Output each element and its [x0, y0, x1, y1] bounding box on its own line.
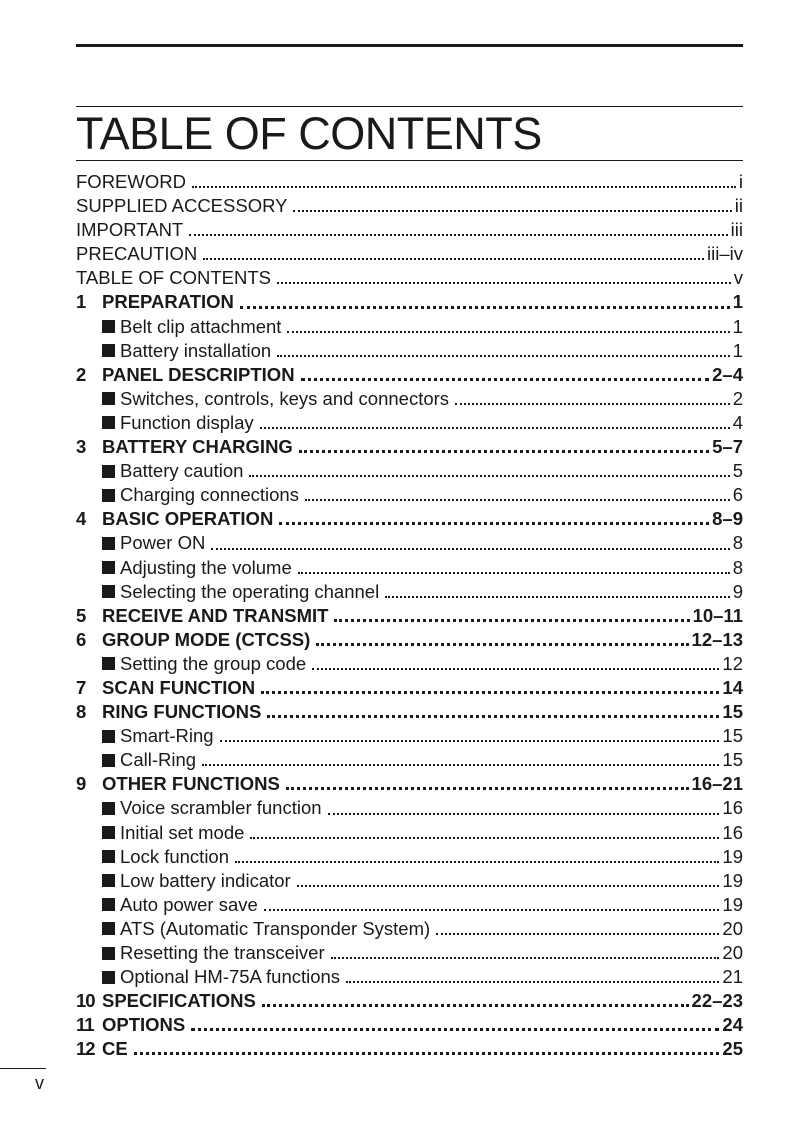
chapter-number: 11 [76, 1014, 94, 1036]
footer-rule [0, 1068, 46, 1069]
toc-chapter-entry[interactable] [76, 290, 743, 314]
toc-entry-label: SCAN FUNCTION [102, 676, 256, 698]
toc-section-entry[interactable] [76, 531, 743, 555]
toc-entry-page: 8 [732, 556, 743, 578]
toc-entry-page: 8–9 [712, 508, 743, 530]
toc-entry-page: 9 [732, 580, 743, 602]
toc-chapter-entry[interactable] [76, 676, 743, 700]
square-bullet-icon [102, 754, 115, 767]
square-bullet-icon [102, 826, 115, 839]
toc-entry-page: 16 [722, 797, 743, 819]
dot-leader [211, 548, 729, 550]
toc-entry-label: Low battery indicator [120, 869, 291, 891]
toc-entry-page: 5 [732, 460, 743, 482]
toc-section-entry[interactable] [76, 869, 743, 893]
toc-entry-label: Resetting the transceiver [120, 942, 325, 963]
toc-chapter-entry[interactable] [76, 1013, 743, 1037]
toc-chapter-entry[interactable] [76, 363, 743, 387]
toc-entry-label: Selecting the operating channel [120, 580, 380, 602]
square-bullet-icon [102, 561, 115, 574]
square-bullet-icon [102, 898, 115, 911]
toc-entry-page: 1 [732, 291, 743, 313]
toc-entry-page: 10–11 [692, 604, 743, 626]
toc-entry-page: 5–7 [712, 436, 743, 458]
dot-leader [385, 596, 730, 598]
chapter-number: 3 [76, 436, 87, 458]
toc-entry-label: BATTERY CHARGING [102, 436, 293, 458]
toc-entry-label: CE [102, 1038, 128, 1060]
toc-front-entry[interactable] [76, 170, 743, 194]
toc-chapter-entry[interactable] [76, 604, 743, 628]
dot-leader [261, 691, 719, 694]
toc-entry-page: ii [734, 195, 743, 217]
toc-entry-label: Power ON [120, 532, 206, 554]
chapter-number: 8 [76, 701, 87, 723]
dot-leader [331, 957, 720, 959]
toc-chapter-entry[interactable] [76, 772, 743, 796]
page-number: v [35, 1073, 44, 1093]
dot-leader [287, 331, 729, 333]
dot-leader [301, 378, 710, 381]
square-bullet-icon [102, 537, 115, 550]
toc-section-entry[interactable] [76, 652, 743, 676]
toc-entry-page: 4 [732, 411, 743, 433]
toc-entry-label: BASIC OPERATION [102, 508, 274, 530]
toc-entry-label: Lock function [120, 845, 230, 867]
chapter-number: 5 [76, 604, 87, 626]
toc-front-entry[interactable] [76, 218, 743, 242]
toc-entry-label: Optional HM-75A functions [120, 966, 341, 988]
toc-front-entry[interactable] [76, 242, 743, 266]
table-of-contents [76, 170, 743, 1061]
dot-leader [267, 715, 719, 718]
toc-entry-label: Auto power save [120, 893, 258, 915]
toc-chapter-entry[interactable] [76, 700, 743, 724]
dot-leader [134, 1052, 720, 1055]
square-bullet-icon [102, 730, 115, 743]
dot-leader [297, 885, 720, 887]
square-bullet-icon [102, 657, 115, 670]
chapter-number: 9 [76, 773, 87, 795]
toc-chapter-entry[interactable] [76, 1037, 743, 1061]
toc-chapter-entry[interactable] [76, 435, 743, 459]
dot-leader [240, 306, 730, 309]
square-bullet-icon [102, 585, 115, 598]
toc-entry-page: 12 [722, 652, 743, 674]
dot-leader [262, 1004, 689, 1007]
toc-entry-label: Charging connections [120, 484, 299, 506]
dot-leader [334, 619, 689, 622]
toc-entry-label: ATS (Automatic Transponder System) [120, 917, 431, 939]
toc-entry-page: 15 [722, 725, 743, 747]
toc-entry-page: 19 [722, 845, 743, 867]
toc-entry-page: 25 [722, 1038, 743, 1060]
dot-leader [202, 764, 719, 766]
toc-chapter-entry[interactable] [76, 507, 743, 531]
toc-entry-page: 22–23 [691, 990, 743, 1012]
dot-leader [250, 837, 719, 839]
square-bullet-icon [102, 850, 115, 863]
square-bullet-icon [102, 392, 115, 405]
toc-section-entry[interactable] [76, 387, 743, 411]
toc-entry-label: SPECIFICATIONS [102, 990, 256, 1012]
toc-front-entry[interactable] [76, 194, 743, 218]
toc-entry-page: 6 [732, 484, 743, 506]
toc-section-entry[interactable] [76, 459, 743, 483]
toc-entry-page: v [733, 267, 743, 289]
dot-leader [305, 499, 730, 501]
toc-entry-label: Adjusting the volume [120, 556, 292, 578]
dot-leader [220, 740, 720, 742]
square-bullet-icon [102, 344, 115, 357]
toc-entry-label: OTHER FUNCTIONS [102, 773, 280, 795]
title-underline [76, 160, 743, 161]
toc-entry-page: 24 [722, 1014, 743, 1036]
toc-entry-page: 19 [722, 893, 743, 915]
toc-entry-label: Smart-Ring [120, 725, 214, 747]
toc-entry-page: 21 [722, 966, 743, 988]
dot-leader [264, 909, 720, 911]
toc-section-entry[interactable] [76, 411, 743, 435]
toc-entry-label: Battery caution [120, 460, 244, 482]
toc-entry-page: 2–4 [712, 363, 743, 385]
dot-leader [277, 355, 730, 357]
toc-entry-label: FOREWORD [76, 171, 186, 192]
toc-entry-label: RECEIVE AND TRANSMIT [102, 604, 329, 626]
dot-leader [299, 450, 709, 453]
toc-entry-label: Voice scrambler function [120, 797, 322, 819]
toc-section-entry[interactable] [76, 724, 743, 748]
toc-entry-label: Battery installation [120, 339, 272, 361]
toc-entry-label: GROUP MODE (CTCSS) [102, 628, 311, 650]
square-bullet-icon [102, 465, 115, 478]
toc-section-entry[interactable] [76, 917, 743, 941]
dot-leader [286, 787, 689, 790]
dot-leader [328, 813, 720, 815]
toc-front-entry[interactable] [76, 266, 743, 290]
toc-section-entry[interactable] [76, 965, 743, 989]
toc-entry-page: iii [730, 219, 743, 241]
dot-leader [235, 861, 719, 863]
chapter-number: 6 [76, 628, 87, 650]
page-title: TABLE OF CONTENTS [76, 108, 542, 159]
toc-section-entry[interactable] [76, 941, 743, 965]
dot-leader [279, 522, 709, 525]
toc-entry-page: 20 [722, 917, 743, 939]
dot-leader [192, 186, 736, 188]
toc-chapter-entry[interactable] [76, 989, 743, 1013]
toc-entry-label: Belt clip attachment [120, 315, 282, 337]
square-bullet-icon [102, 802, 115, 815]
square-bullet-icon [102, 489, 115, 502]
toc-section-entry[interactable] [76, 796, 743, 820]
dot-leader [312, 668, 719, 670]
dot-leader [455, 403, 730, 405]
toc-section-entry[interactable] [76, 821, 743, 845]
toc-entry-label: Setting the group code [120, 652, 307, 674]
toc-section-entry[interactable] [76, 315, 743, 339]
toc-entry-page: 1 [732, 339, 743, 361]
toc-entry-label: Call-Ring [120, 749, 197, 771]
title-rule [76, 106, 743, 107]
chapter-number: 4 [76, 508, 87, 530]
chapter-number: 7 [76, 676, 87, 698]
chapter-number: 12 [76, 1038, 95, 1060]
toc-entry-page: 12–13 [691, 628, 743, 650]
dot-leader [346, 981, 719, 983]
square-bullet-icon [102, 416, 115, 429]
square-bullet-icon [102, 971, 115, 984]
dot-leader [191, 1028, 719, 1031]
toc-entry-page: 19 [722, 869, 743, 891]
toc-section-entry[interactable] [76, 556, 743, 580]
chapter-number: 10 [76, 990, 95, 1012]
toc-entry-label: RING FUNCTIONS [102, 701, 262, 723]
square-bullet-icon [102, 320, 115, 333]
toc-entry-page: 20 [722, 942, 743, 963]
toc-entry-label: PRECAUTION [76, 243, 198, 265]
dot-leader [249, 475, 729, 477]
chapter-number: 2 [76, 363, 87, 385]
top-rule [76, 44, 743, 47]
toc-entry-label: IMPORTANT [76, 219, 184, 241]
dot-leader [277, 282, 731, 284]
dot-leader [436, 933, 719, 935]
toc-chapter-entry[interactable] [76, 628, 743, 652]
toc-entry-page: 8 [732, 532, 743, 554]
toc-entry-label: OPTIONS [102, 1014, 186, 1036]
dot-leader [189, 234, 727, 236]
square-bullet-icon [102, 947, 115, 960]
toc-entry-label: Switches, controls, keys and connectors [120, 387, 450, 409]
dot-leader [316, 643, 688, 646]
toc-section-entry[interactable] [76, 339, 743, 363]
toc-entry-label: SUPPLIED ACCESSORY [76, 195, 288, 217]
toc-section-entry[interactable] [76, 580, 743, 604]
square-bullet-icon [102, 874, 115, 887]
toc-entry-label: Function display [120, 411, 254, 433]
toc-entry-page: 16–21 [691, 773, 743, 795]
toc-section-entry[interactable] [76, 748, 743, 772]
toc-entry-label: TABLE OF CONTENTS [76, 267, 271, 289]
toc-entry-page: 1 [732, 315, 743, 337]
dot-leader [203, 258, 704, 260]
toc-entry-page: 14 [722, 676, 743, 698]
toc-entry-page: iii–iv [707, 243, 743, 265]
square-bullet-icon [102, 922, 115, 935]
toc-entry-label: PREPARATION [102, 291, 234, 313]
toc-entry-page: 16 [722, 821, 743, 843]
dot-leader [293, 210, 731, 212]
toc-section-entry[interactable] [76, 845, 743, 869]
toc-section-entry[interactable] [76, 893, 743, 917]
toc-entry-page: 15 [722, 749, 743, 771]
toc-entry-page: 15 [722, 701, 743, 723]
toc-entry-label: PANEL DESCRIPTION [102, 363, 295, 385]
toc-entry-page: 2 [732, 387, 743, 409]
chapter-number: 1 [76, 291, 87, 313]
toc-entry-page: i [738, 171, 743, 192]
dot-leader [260, 427, 730, 429]
dot-leader [298, 572, 730, 574]
toc-section-entry[interactable] [76, 483, 743, 507]
toc-entry-label: Initial set mode [120, 821, 245, 843]
